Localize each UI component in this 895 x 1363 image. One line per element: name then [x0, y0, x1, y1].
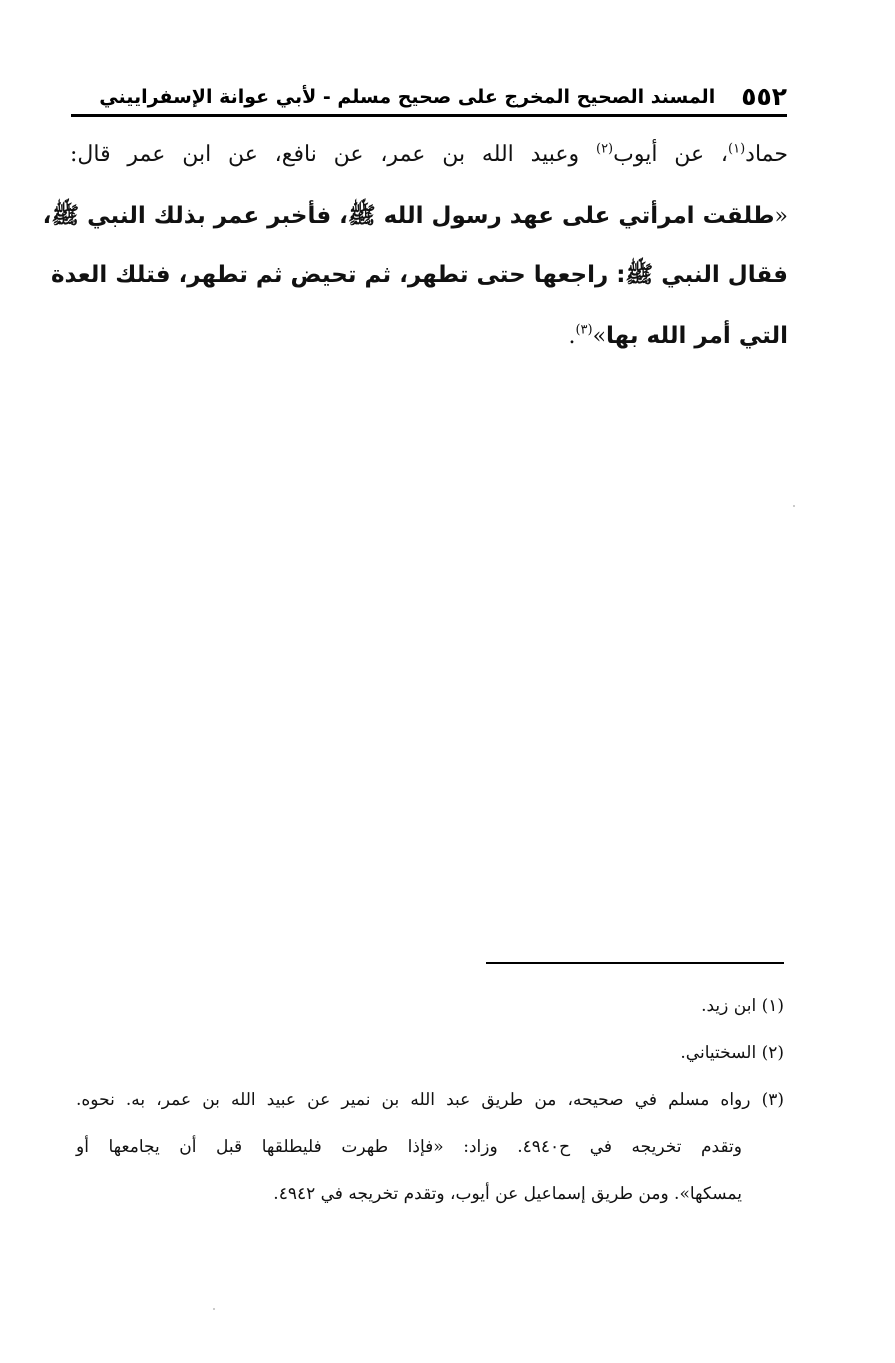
footnote-3-line-2: وتقدم تخريجه في ح٤٩٤٠. وزاد: «فإذا طهرت فليطلقها قبل أن يجامعها أو — [76, 1137, 742, 1157]
quote-close: » — [592, 324, 607, 349]
footnote-2: (٢) السختياني. — [680, 1043, 784, 1063]
narrator-chain-part: ، عن أيوب — [613, 142, 729, 167]
footnote-ref-2: (٢) — [595, 141, 614, 157]
narrator-name: حماد — [745, 142, 788, 167]
footnote-ref-3: (٣) — [575, 322, 593, 338]
text-line-3 — [50, 250, 788, 310]
text-line-4 — [70, 310, 788, 370]
footnote-separator — [486, 962, 784, 964]
text-line-2 — [42, 190, 788, 250]
page-header — [71, 66, 787, 112]
footnote-ref-1: (١) — [728, 141, 746, 157]
quote-open: « — [774, 204, 788, 229]
text-line-1 — [70, 130, 788, 190]
hadith-text-3: التي أمر الله بها — [606, 323, 788, 349]
main-text — [42, 130, 788, 370]
scan-speck — [213, 1308, 215, 1310]
hadith-text-2: فقال النبي ﷺ: راجعها حتى تطهر، ثم تحيض ثم تطهر، فتلك العدة — [50, 262, 788, 288]
sentence-end: . — [568, 324, 576, 349]
running-title: المسند الصحيح المخرج على صحيح مسلم - لأبي عوانة الإسفراييني — [99, 86, 716, 108]
scan-speck — [793, 505, 795, 507]
narrator-chain-rest: وعبيد الله بن عمر، عن نافع، عن ابن عمر قال: — [70, 142, 596, 167]
footnote-3-line-3: يمسكها». ومن طريق إسماعيل عن أيوب، وتقدم تخريجه في ٤٩٤٢. — [273, 1184, 742, 1204]
footnote-3-line-1: (٣) رواه مسلم في صحيحه، من طريق عبد الله بن نمير عن عبيد الله بن عمر، به. نحوه. — [76, 1090, 784, 1110]
page-number: ٥٥٢ — [741, 82, 787, 111]
header-rule — [71, 114, 787, 117]
hadith-text-1: طلقت امرأتي على عهد رسول الله ﷺ، فأخبر عمر بذلك النبي ﷺ، — [42, 203, 775, 229]
footnote-1: (١) ابن زيد. — [701, 996, 784, 1016]
footnotes — [76, 988, 784, 1223]
